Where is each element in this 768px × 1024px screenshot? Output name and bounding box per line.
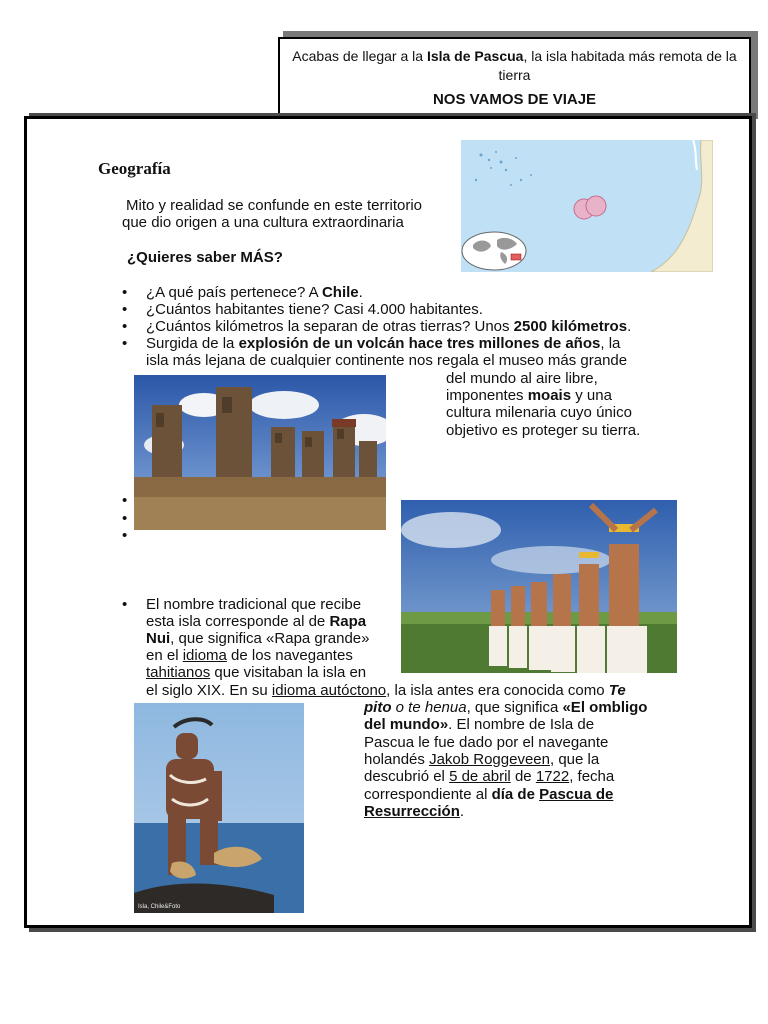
name-line-6	[146, 682, 626, 699]
name-line-11	[364, 768, 614, 785]
name-l2-bold: Rapa	[329, 613, 367, 630]
idioma-autoctono-link[interactable]: idioma autóctono	[271, 682, 387, 699]
name-l7-post: , que significa	[466, 699, 563, 716]
date-link[interactable]: 5 de abril	[449, 768, 511, 785]
name-l10-post: , que la	[550, 751, 600, 768]
bullet-volcano-bold: explosión de un volcán hace tres millones de años	[238, 335, 601, 352]
name-l11-pre: descubrió el	[364, 768, 450, 785]
bullet-distance-pre: ¿Cuántos kilómetros la separan de otras tierras? Unos	[146, 318, 514, 335]
bullet-volcano-pre: Surgida de la	[146, 335, 239, 352]
bullet-volcano-line3: del mundo al aire libre,	[446, 370, 598, 387]
bullet-dot-icon: •	[122, 301, 128, 318]
moais-post: y una	[571, 387, 612, 404]
header-intro-pre: Acabas de llegar a la	[292, 48, 427, 64]
bullet-distance	[146, 318, 631, 335]
name-line-7	[364, 699, 647, 716]
name-l8-bold: del mundo»	[364, 716, 449, 733]
name-l13-post: .	[459, 803, 465, 820]
bullet-volcano-line2: isla más lejana de cualquier continente nos regala el museo más grande	[146, 352, 628, 369]
name-l6-post: , la isla antes era conocida como	[386, 682, 609, 699]
name-line-3	[146, 630, 369, 647]
moais-bold: moais	[527, 387, 572, 404]
bullet-distance-post: .	[627, 318, 632, 335]
dancers-photo	[401, 500, 677, 673]
name-l3-post: , que significa «Rapa grande»	[170, 630, 370, 647]
warrior-photo	[134, 703, 304, 913]
moais-pre: imponentes	[446, 387, 528, 404]
header-intro-post: , la isla habitada más remota de la tierra	[498, 48, 737, 83]
bullet-volcano-line5: cultura milenaria cuyo único	[446, 404, 632, 421]
name-line-8	[364, 716, 594, 733]
name-line-2	[146, 613, 366, 630]
name-l6-bi: Te	[608, 682, 626, 699]
bullet-volcano-post: , la	[600, 335, 621, 352]
intro-line-1: Mito y realidad se confunde en este territorio	[126, 197, 422, 214]
bullet-inhabitants: ¿Cuántos habitantes tiene? Casi 4.000 habitantes.	[146, 301, 483, 318]
name-l5-post: que visitaban la isla en	[210, 664, 367, 681]
bullet-volcano	[146, 335, 620, 352]
name-l4-pre: en el	[146, 647, 183, 664]
name-line-1: El nombre tradicional que recibe	[146, 596, 362, 613]
bullet-dot-icon: •	[122, 284, 128, 301]
bullet-volcano-line4	[446, 387, 612, 404]
name-line-12	[364, 786, 613, 803]
name-l6-pre: el siglo XIX. En su	[146, 682, 272, 699]
header-title: NOS VAMOS DE VIAJE	[432, 91, 597, 108]
name-l4-post: de los navegantes	[226, 647, 353, 664]
bullet-dot-icon: •	[122, 510, 128, 527]
name-l8-post: . El nombre de Isla de	[448, 716, 595, 733]
year-link[interactable]: 1722	[535, 768, 570, 785]
photo-credit: Isla, Chile&Foto	[138, 904, 181, 910]
moai-photo	[134, 375, 386, 530]
bullet-country-pre: ¿A qué país pertenece? A	[146, 284, 322, 301]
more-question: ¿Quieres saber MÁS?	[127, 249, 283, 266]
bullet-dot-icon: •	[122, 318, 128, 335]
map-graphic	[461, 140, 713, 272]
name-l12-bold: día de	[491, 786, 540, 803]
idioma-link[interactable]: idioma	[182, 647, 227, 664]
bullet-country-bold: Chile	[321, 284, 359, 301]
bullet-dot-icon: •	[122, 492, 128, 509]
intro-line-2: que dio origen a una cultura extraordinaria	[122, 214, 404, 231]
name-l7-bold: «El ombligo	[562, 699, 648, 716]
bullet-volcano-line6: objetivo es proteger su tierra.	[446, 422, 641, 439]
name-line-10	[364, 751, 599, 768]
name-l2-pre: esta isla corresponde al de	[146, 613, 330, 630]
bullet-country	[146, 284, 363, 301]
bullet-dot-icon: •	[122, 335, 128, 352]
name-line-5	[146, 664, 366, 681]
tahitianos-link[interactable]: tahitianos	[146, 664, 211, 681]
name-l10-pre: holandés	[364, 751, 430, 768]
name-line-9: Pascua le fue dado por el navegante	[364, 734, 609, 751]
header-box	[278, 37, 751, 115]
header-intro-bold: Isla de Pascua	[426, 48, 524, 64]
bullet-dot-icon: •	[122, 596, 128, 613]
name-l12-pre: correspondiente al	[364, 786, 492, 803]
roggeveen-link[interactable]: Jakob Roggeveen	[429, 751, 550, 768]
bullet-distance-bold: 2500 kilómetros	[513, 318, 628, 335]
name-line-4	[146, 647, 353, 664]
name-l11-mid: de	[510, 768, 536, 785]
name-l3-bold: Nui	[146, 630, 171, 647]
location-map	[461, 140, 713, 272]
bullet-dot-icon: •	[122, 527, 128, 544]
section-heading: Geografía	[98, 159, 171, 178]
name-l7-bi: pito	[364, 699, 392, 716]
name-l7-i: o te henua	[391, 699, 467, 716]
bullet-country-post: .	[358, 284, 363, 301]
name-l11-post: , fecha	[569, 768, 615, 785]
name-line-13	[364, 803, 464, 820]
pascua-link[interactable]: Pascua de	[539, 786, 614, 803]
resurreccion-link[interactable]: Resurrección	[364, 803, 460, 820]
